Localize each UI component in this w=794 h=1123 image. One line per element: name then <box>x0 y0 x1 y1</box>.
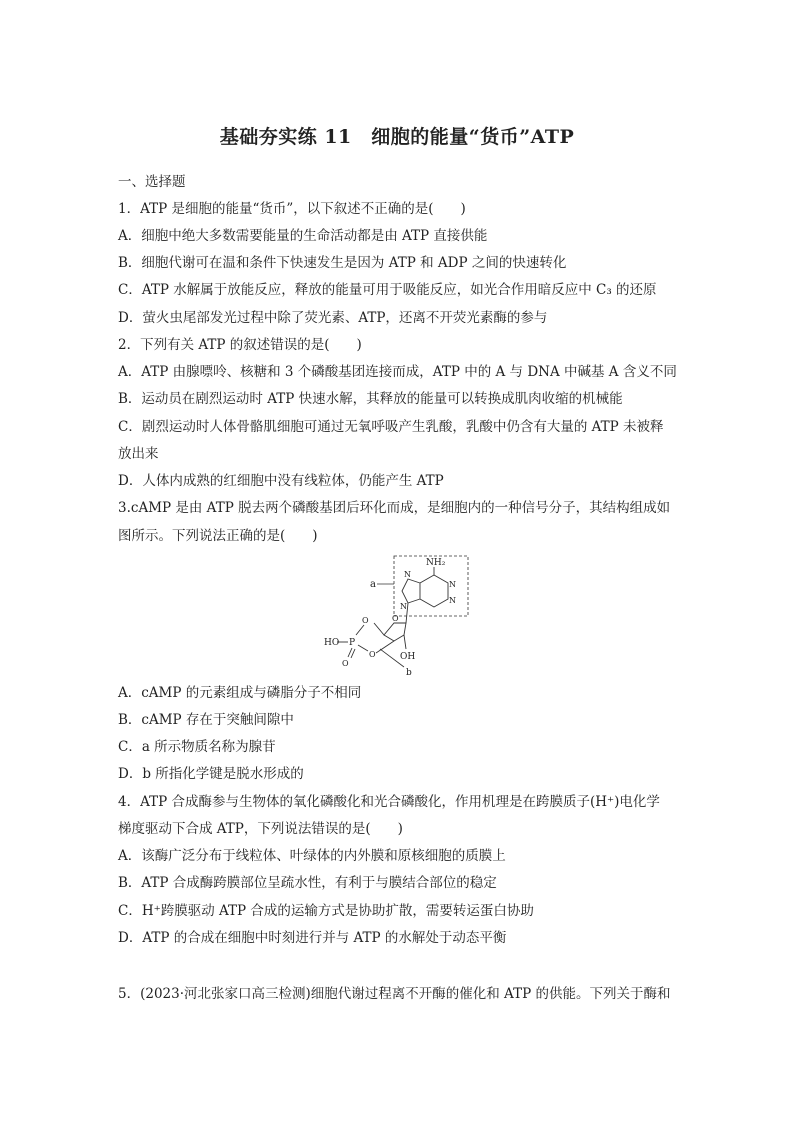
question-4-option-c: C．H⁺跨膜驱动 ATP 合成的运输方式是协助扩散，需要转运蛋白协助 <box>118 903 534 919</box>
label-o-2: O <box>342 659 349 668</box>
question-3-option-c: C．a 所示物质名称为腺苷 <box>118 739 276 755</box>
question-2-option-c-cont: 放出来 <box>118 446 159 462</box>
question-3-stem-cont: 图所示。下列说法正确的是( ) <box>118 528 318 544</box>
question-2-option-c: C．剧烈运动时人体骨骼肌细胞可通过无氧呼吸产生乳酸，乳酸中仍含有大量的 ATP 未被释 <box>118 419 664 435</box>
question-4-option-d: D．ATP 的合成在细胞中时刻进行并与 ATP 的水解处于动态平衡 <box>118 930 507 946</box>
imidazole-ring <box>402 579 420 603</box>
camp-structure-figure <box>322 553 472 679</box>
question-4-option-a: A．该酶广泛分布于线粒体、叶绿体的内外膜和原核细胞的质膜上 <box>118 848 506 864</box>
question-1-option-a: A．细胞中绝大多数需要能量的生命活动都是由 ATP 直接供能 <box>118 228 488 244</box>
question-3-stem: 3.cAMP 是由 ATP 脱去两个磷酸基团后环化而成，是细胞内的一种信号分子，其结构组成如 <box>118 500 671 516</box>
label-p: P <box>349 638 356 648</box>
question-2-option-d: D．人体内成熟的红细胞中没有线粒体，仍能产生 ATP <box>118 473 444 489</box>
question-1-stem: 1．ATP 是细胞的能量“货币”，以下叙述不正确的是( ) <box>118 201 466 217</box>
question-3-option-a: A．cAMP 的元素组成与磷脂分子不相同 <box>118 685 362 701</box>
question-4-option-b: B．ATP 合成酶跨膜部位呈疏水性，有利于与膜结合部位的稳定 <box>118 875 497 891</box>
label-b: b <box>406 668 412 678</box>
label-n-4: N <box>400 602 407 611</box>
label-n-2: N <box>449 596 456 605</box>
label-o-ring: O <box>392 614 399 623</box>
question-3-option-b: B．cAMP 存在于突触间隙中 <box>118 712 294 728</box>
question-1-option-d: D．萤火虫尾部发光过程中除了荧光素、ATP，还离不开荧光素酶的参与 <box>118 310 548 326</box>
question-2-stem: 2．下列有关 ATP 的叙述错误的是( ) <box>118 337 362 353</box>
label-o-3: O <box>369 650 376 659</box>
ribose-ring <box>384 623 406 641</box>
question-5-stem: 5．(2023·河北张家口高三检测)细胞代谢过程离不开酶的催化和 ATP 的供能。下列关于酶和 <box>118 986 671 1002</box>
label-n-1: N <box>449 580 456 589</box>
question-2-option-b: B．运动员在剧烈运动时 ATP 快速水解，其释放的能量可以转换成肌肉收缩的机械能 <box>118 391 623 407</box>
section-heading: 一、选择题 <box>118 174 186 190</box>
question-3-option-d: D．b 所指化学键是脱水形成的 <box>118 766 304 782</box>
label-o-1: O <box>362 616 369 625</box>
pyrimidine-ring <box>420 575 448 607</box>
label-n-3: N <box>404 570 411 579</box>
question-2-option-a: A．ATP 由腺嘌呤、核糖和 3 个磷酸基团连接而成，ATP 中的 A 与 DNA 中碱基 A 含义不同 <box>118 364 677 380</box>
label-nh2: NH₂ <box>426 558 446 568</box>
question-1-option-c: C．ATP 水解属于放能反应，释放的能量可用于吸能反应，如光合作用暗反应中 C₃ 的还原 <box>118 282 657 298</box>
question-1-option-b: B．细胞代谢可在温和条件下快速发生是因为 ATP 和 ADP 之间的快速转化 <box>118 255 567 271</box>
question-4-stem-cont: 梯度驱动下合成 ATP，下列说法错误的是( ) <box>118 821 403 837</box>
question-4-stem: 4．ATP 合成酶参与生物体的氧化磷酸化和光合磷酸化，作用机理是在跨膜质子(H⁺)电化学 <box>118 794 660 810</box>
label-ho: HO <box>324 638 340 648</box>
label-a: a <box>370 579 376 590</box>
page-title: 基础夯实练 11 细胞的能量“货币”ATP <box>219 126 575 148</box>
label-oh: OH <box>400 652 416 662</box>
